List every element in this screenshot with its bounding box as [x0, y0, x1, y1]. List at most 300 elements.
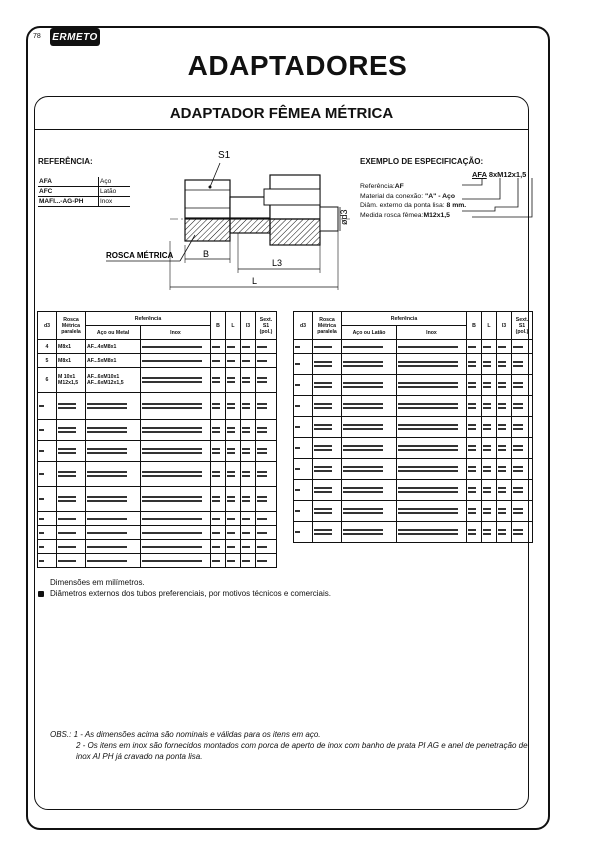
cell-inox	[397, 354, 467, 375]
cell-ref	[86, 526, 141, 540]
illegible-value	[39, 546, 44, 548]
illegible-value	[39, 532, 44, 534]
illegible-value	[468, 512, 476, 514]
illegible-value	[242, 546, 250, 548]
cell-rosca	[313, 354, 342, 375]
illegible-value	[212, 560, 220, 562]
cell-b	[467, 480, 482, 501]
note-preferential	[38, 589, 331, 598]
illegible-value	[142, 496, 202, 498]
illegible-value	[468, 428, 476, 430]
illegible-value	[295, 531, 300, 533]
cell-l	[226, 368, 241, 393]
cell-rosca	[57, 487, 86, 512]
illegible-value	[242, 560, 250, 562]
illegible-value	[212, 403, 220, 405]
cell-inox	[397, 480, 467, 501]
col-referencia: Referência	[342, 312, 467, 326]
cell-inox	[397, 375, 467, 396]
illegible-value	[142, 500, 202, 502]
cell-l3	[497, 375, 512, 396]
illegible-value	[242, 500, 250, 502]
table-row	[38, 441, 277, 462]
cell-b	[467, 354, 482, 375]
cell-b	[467, 417, 482, 438]
cell-sext	[256, 368, 277, 393]
cell-l3	[241, 512, 256, 526]
illegible-value	[343, 428, 383, 430]
cell-d3	[294, 459, 313, 480]
example-line	[360, 192, 466, 202]
illegible-value	[212, 452, 220, 454]
col-sext: Sext. S1 (pol.)	[256, 312, 277, 340]
illegible-value	[257, 532, 267, 534]
illegible-value	[87, 532, 127, 534]
cell-sext	[512, 340, 533, 354]
illegible-value	[498, 403, 506, 405]
illegible-value	[498, 407, 506, 409]
illegible-value	[58, 407, 76, 409]
cell-d3	[294, 522, 313, 543]
illegible-value	[227, 560, 235, 562]
note-preferential-text: Diâmetros externos dos tubos preferenciais, por motivos técnicos e comerciais.	[50, 589, 332, 598]
illegible-value	[468, 407, 476, 409]
cell-l	[482, 417, 497, 438]
illegible-value	[498, 533, 506, 535]
example-line-value: "A" - Aço	[425, 192, 455, 200]
illegible-value	[295, 468, 300, 470]
example-line	[360, 201, 466, 211]
illegible-value	[483, 407, 491, 409]
illegible-value	[314, 466, 332, 468]
cell-l3	[241, 368, 256, 393]
illegible-value	[398, 403, 458, 405]
cell-rosca	[57, 526, 86, 540]
illegible-value	[513, 529, 523, 531]
illegible-value	[58, 560, 76, 562]
illegible-value	[39, 560, 44, 562]
illegible-value	[212, 407, 220, 409]
cell-b	[467, 375, 482, 396]
illegible-value	[343, 533, 383, 535]
illegible-value	[212, 475, 220, 477]
illegible-value	[483, 365, 491, 367]
illegible-value	[398, 466, 458, 468]
cell-rosca	[313, 522, 342, 543]
illegible-value	[39, 405, 44, 407]
reference-table	[38, 177, 130, 207]
cell-ref	[342, 354, 397, 375]
cell-l3	[241, 441, 256, 462]
cell-sext	[512, 459, 533, 480]
table-row	[294, 501, 533, 522]
cell-ref	[86, 393, 141, 420]
illegible-value	[468, 382, 476, 384]
illegible-value	[227, 500, 235, 502]
cell-b	[211, 487, 226, 512]
cell-l	[226, 540, 241, 554]
cell-ref	[86, 512, 141, 526]
table-row	[294, 459, 533, 480]
cell-l	[226, 340, 241, 354]
cell-inox	[397, 417, 467, 438]
s1-label: S1	[218, 150, 231, 161]
cell-l	[226, 354, 241, 368]
cell-ref-text: AF...6xM10x1	[87, 374, 120, 380]
illegible-value	[142, 532, 202, 534]
fitting-drawing	[100, 145, 360, 295]
table-row	[38, 393, 277, 420]
illegible-value	[212, 518, 220, 520]
cell-b	[211, 540, 226, 554]
cell-inox	[141, 487, 211, 512]
illegible-value	[398, 445, 458, 447]
cell-d3-text: 5	[45, 357, 49, 364]
illegible-value	[242, 407, 250, 409]
cell-l	[482, 480, 497, 501]
example-line-text: Diâm. externo da ponta lisa:	[360, 202, 447, 209]
cell-ref	[86, 540, 141, 554]
illegible-value	[483, 466, 491, 468]
illegible-value	[257, 448, 267, 450]
illegible-value	[483, 361, 491, 363]
cell-rosca	[57, 441, 86, 462]
illegible-value	[58, 403, 76, 405]
illegible-value	[468, 491, 476, 493]
col-d3: d3	[38, 312, 57, 340]
cell-ref	[342, 396, 397, 417]
illegible-value	[398, 386, 458, 388]
example-line-text: Referência:	[360, 183, 395, 190]
illegible-value	[257, 471, 267, 473]
logo-text: ERMETO	[52, 31, 98, 43]
illegible-value	[242, 496, 250, 498]
cell-l3	[497, 522, 512, 543]
illegible-value	[513, 365, 523, 367]
illegible-value	[212, 360, 220, 362]
illegible-value	[468, 365, 476, 367]
cell-b	[211, 526, 226, 540]
cell-l	[226, 487, 241, 512]
illegible-value	[498, 491, 506, 493]
col-inox: Inox	[141, 326, 211, 340]
cell-d3	[38, 462, 57, 487]
illegible-value	[87, 431, 127, 433]
illegible-value	[513, 428, 523, 430]
cell-l3	[497, 438, 512, 459]
illegible-value	[87, 471, 127, 473]
illegible-value	[87, 500, 127, 502]
cell-rosca	[313, 501, 342, 522]
example-code-prefix: AFA	[472, 170, 487, 179]
illegible-value	[343, 346, 383, 348]
illegible-value	[498, 365, 506, 367]
cell-l	[226, 420, 241, 441]
illegible-value	[87, 475, 127, 477]
illegible-value	[242, 360, 250, 362]
cell-sext	[256, 526, 277, 540]
cell-l	[226, 441, 241, 462]
cell-d3	[38, 554, 57, 568]
cell-inox	[397, 396, 467, 417]
cell-rosca	[57, 512, 86, 526]
illegible-value	[483, 449, 491, 451]
cell-b	[211, 441, 226, 462]
illegible-value	[398, 365, 458, 367]
illegible-value	[242, 518, 250, 520]
illegible-value	[295, 426, 300, 428]
illegible-value	[242, 346, 250, 348]
cell-inox	[397, 459, 467, 480]
illegible-value	[212, 496, 220, 498]
illegible-value	[257, 546, 267, 548]
illegible-value	[498, 508, 506, 510]
cell-ref	[342, 340, 397, 354]
illegible-value	[498, 512, 506, 514]
cell-b	[467, 459, 482, 480]
example-brackets	[460, 175, 535, 225]
illegible-value	[212, 431, 220, 433]
illegible-value	[295, 489, 300, 491]
cell-ref	[86, 462, 141, 487]
cell-b	[211, 420, 226, 441]
illegible-value	[398, 449, 458, 451]
cell-sext	[512, 438, 533, 459]
cell-ref	[86, 340, 141, 354]
illegible-value	[398, 424, 458, 426]
illegible-value	[398, 346, 458, 348]
illegible-value	[142, 427, 202, 429]
illegible-value	[314, 428, 332, 430]
cell-rosca	[313, 340, 342, 354]
d3-label: ød3	[339, 209, 349, 225]
illegible-value	[58, 532, 76, 534]
illegible-value	[227, 427, 235, 429]
illegible-value	[142, 452, 202, 454]
illegible-value	[398, 470, 458, 472]
illegible-value	[142, 518, 202, 520]
illegible-value	[257, 518, 267, 520]
illegible-value	[295, 447, 300, 449]
table-row	[294, 522, 533, 543]
illegible-value	[87, 546, 127, 548]
illegible-value	[142, 546, 202, 548]
illegible-value	[483, 512, 491, 514]
illegible-value	[212, 427, 220, 429]
illegible-value	[314, 386, 332, 388]
illegible-value	[142, 346, 202, 348]
col-l3: l3	[241, 312, 256, 340]
observations	[50, 729, 535, 762]
illegible-value	[398, 508, 458, 510]
illegible-value	[498, 449, 506, 451]
example-line	[360, 211, 466, 221]
cell-l	[226, 526, 241, 540]
ermeto-logo	[50, 28, 100, 46]
cell-inox	[397, 438, 467, 459]
illegible-value	[257, 475, 267, 477]
illegible-value	[257, 560, 267, 562]
cell-rosca-text: M8x1	[58, 357, 71, 364]
illegible-value	[242, 427, 250, 429]
illegible-value	[314, 491, 332, 493]
illegible-value	[498, 382, 506, 384]
illegible-value	[314, 403, 332, 405]
example-code-rest: 8xM12x1,5	[488, 170, 527, 179]
cell-d3	[294, 480, 313, 501]
illegible-value	[513, 508, 523, 510]
reference-heading: REFERÊNCIA:	[38, 157, 93, 166]
example-line-value: AF	[394, 183, 404, 190]
cell-sext	[512, 417, 533, 438]
illegible-value	[58, 448, 76, 450]
illegible-value	[242, 448, 250, 450]
illegible-value	[513, 361, 523, 363]
example-heading: EXEMPLO DE ESPECIFICAÇÃO:	[360, 157, 484, 166]
cell-l3	[497, 459, 512, 480]
illegible-value	[483, 491, 491, 493]
cell-ref-text: AF...4xM8x1	[87, 343, 117, 350]
illegible-value	[227, 346, 235, 348]
col-b: B	[211, 312, 226, 340]
col-sext: Sext. S1 (pol.)	[512, 312, 533, 340]
illegible-value	[314, 533, 332, 535]
col-aco-latao: Aço ou Latão	[342, 326, 397, 340]
illegible-value	[257, 346, 267, 348]
illegible-value	[513, 512, 523, 514]
illegible-value	[483, 386, 491, 388]
cell-b	[211, 340, 226, 354]
cell-l	[226, 512, 241, 526]
cell-d3	[294, 501, 313, 522]
illegible-value	[513, 407, 523, 409]
illegible-value	[39, 450, 44, 452]
illegible-value	[398, 428, 458, 430]
illegible-value	[498, 428, 506, 430]
illegible-value	[58, 500, 76, 502]
cell-sext	[256, 441, 277, 462]
cell-l	[482, 522, 497, 543]
l3-dim-label: L3	[272, 258, 283, 268]
thread-label: ROSCA MÉTRICA	[106, 251, 174, 260]
cell-inox	[141, 354, 211, 368]
cell-l3	[497, 396, 512, 417]
cell-d3-text: 4	[45, 343, 49, 350]
cell-inox	[141, 526, 211, 540]
illegible-value	[58, 496, 76, 498]
illegible-value	[343, 382, 383, 384]
illegible-value	[483, 529, 491, 531]
col-d3: d3	[294, 312, 313, 340]
illegible-value	[242, 431, 250, 433]
example-line-value: M12x1,5	[423, 211, 450, 219]
cell-d3	[294, 375, 313, 396]
illegible-value	[398, 533, 458, 535]
illegible-value	[142, 475, 202, 477]
illegible-value	[87, 452, 127, 454]
cell-d3-text: 6	[45, 377, 49, 383]
illegible-value	[513, 382, 523, 384]
table-row	[294, 417, 533, 438]
cell-rosca-text: M8x1	[58, 343, 71, 350]
reference-code: AFA	[38, 177, 99, 187]
illegible-value	[295, 510, 300, 512]
illegible-value	[257, 360, 267, 362]
illegible-value	[314, 365, 332, 367]
illegible-value	[257, 496, 267, 498]
illegible-value	[314, 445, 332, 447]
illegible-value	[468, 487, 476, 489]
illegible-value	[343, 529, 383, 531]
cell-d3	[38, 512, 57, 526]
illegible-value	[343, 424, 383, 426]
illegible-value	[314, 529, 332, 531]
illegible-value	[314, 449, 332, 451]
cell-l3	[241, 340, 256, 354]
obs-line-2: 2 - Os itens em inox são fornecidos montados com porca de aperto de inox com banho de prata PI AG e anel de penetração de inox AI PH já cravado na ponta lisa.	[76, 741, 528, 761]
cell-sext	[256, 462, 277, 487]
cell-inox	[141, 554, 211, 568]
illegible-value	[343, 403, 383, 405]
col-rosca: Rosca Métrica paralela	[57, 312, 86, 340]
illegible-value	[87, 403, 127, 405]
cell-inox	[141, 393, 211, 420]
illegible-value	[142, 377, 202, 379]
cell-l	[482, 340, 497, 354]
cell-ref	[342, 522, 397, 543]
illegible-value	[227, 546, 235, 548]
cell-inox	[141, 512, 211, 526]
illegible-value	[513, 466, 523, 468]
cell-rosca	[57, 540, 86, 554]
cell-inox	[141, 462, 211, 487]
illegible-value	[343, 491, 383, 493]
dimensions-table-left	[37, 311, 277, 568]
reference-row	[38, 187, 130, 197]
cell-b	[467, 340, 482, 354]
illegible-value	[343, 361, 383, 363]
illegible-value	[513, 449, 523, 451]
illegible-value	[257, 431, 267, 433]
cell-inox	[141, 368, 211, 393]
illegible-value	[468, 403, 476, 405]
illegible-value	[39, 518, 44, 520]
cell-d3	[38, 441, 57, 462]
table-row	[294, 340, 533, 354]
illegible-value	[39, 473, 44, 475]
illegible-value	[227, 448, 235, 450]
cell-d3	[38, 487, 57, 512]
illegible-value	[343, 365, 383, 367]
illegible-value	[58, 452, 76, 454]
cell-sext	[512, 354, 533, 375]
illegible-value	[513, 346, 523, 348]
cell-l	[482, 459, 497, 480]
illegible-value	[142, 448, 202, 450]
cell-inox	[141, 340, 211, 354]
cell-b	[211, 354, 226, 368]
cell-b	[211, 512, 226, 526]
illegible-value	[242, 381, 250, 383]
col-l: L	[482, 312, 497, 340]
illegible-value	[257, 403, 267, 405]
cell-d3	[38, 393, 57, 420]
illegible-value	[498, 470, 506, 472]
cell-sext	[256, 393, 277, 420]
illegible-value	[212, 532, 220, 534]
example-lines	[360, 182, 466, 220]
table-row	[38, 487, 277, 512]
